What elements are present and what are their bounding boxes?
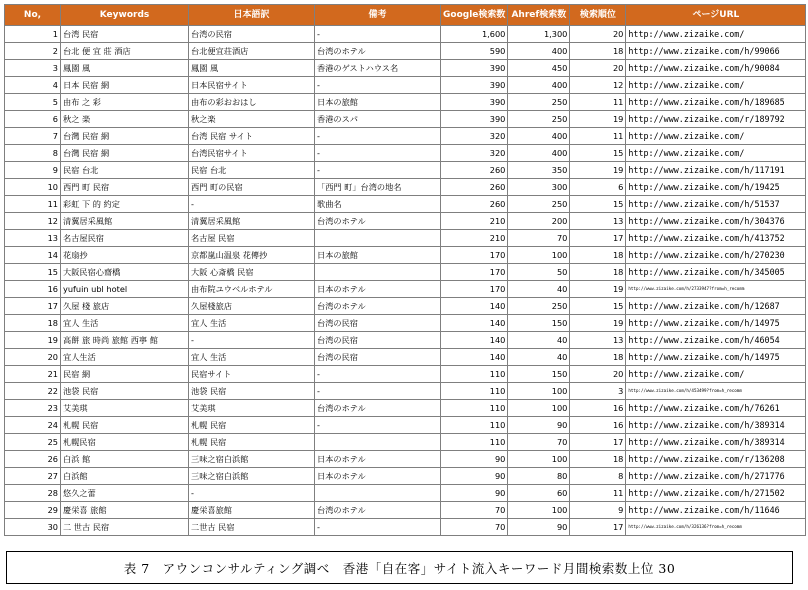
cell-rank: 13 [570, 332, 626, 349]
cell-google: 140 [441, 315, 508, 332]
cell-notes: 日本のホテル [315, 468, 441, 485]
cell-japanese: 二世古 民宿 [189, 519, 315, 536]
cell-google: 260 [441, 179, 508, 196]
cell-google: 70 [441, 519, 508, 536]
cell-japanese: 台湾の民宿 [189, 26, 315, 43]
cell-japanese: 久屋棧旅店 [189, 298, 315, 315]
cell-notes: 台湾の民宿 [315, 332, 441, 349]
cell-rank: 18 [570, 43, 626, 60]
cell-url[interactable]: http://www.zizaike.com/ [626, 128, 806, 145]
cell-url[interactable]: http://www.zizaike.com/h/413752 [626, 230, 806, 247]
cell-google: 110 [441, 366, 508, 383]
cell-japanese: 宜人 生活 [189, 349, 315, 366]
cell-rank: 19 [570, 281, 626, 298]
cell-notes: - [315, 519, 441, 536]
cell-keyword: 花扇抄 [61, 247, 189, 264]
cell-no: 21 [5, 366, 61, 383]
table-row [5, 94, 806, 111]
cell-google: 170 [441, 281, 508, 298]
table-row [5, 366, 806, 383]
table-row [5, 145, 806, 162]
cell-rank: 18 [570, 451, 626, 468]
cell-notes: 台湾のホテル [315, 298, 441, 315]
cell-notes: - [315, 26, 441, 43]
cell-url[interactable]: http://www.zizaike.com/h/2733947?from=h_recomm [626, 281, 806, 298]
cell-keyword: yufuin ubl hotel [61, 281, 189, 298]
cell-japanese: - [189, 332, 315, 349]
cell-rank: 20 [570, 366, 626, 383]
cell-no: 12 [5, 213, 61, 230]
cell-google: 390 [441, 77, 508, 94]
cell-no: 11 [5, 196, 61, 213]
cell-notes: - [315, 366, 441, 383]
cell-no: 7 [5, 128, 61, 145]
cell-rank: 20 [570, 60, 626, 77]
cell-google: 320 [441, 128, 508, 145]
cell-no: 16 [5, 281, 61, 298]
cell-keyword: 池袋 民宿 [61, 383, 189, 400]
cell-google: 210 [441, 213, 508, 230]
cell-notes: 日本の旅館 [315, 247, 441, 264]
cell-no: 24 [5, 417, 61, 434]
cell-google: 90 [441, 451, 508, 468]
cell-rank: 18 [570, 247, 626, 264]
cell-japanese: 艾美琪 [189, 400, 315, 417]
cell-url[interactable]: http://www.zizaike.com/h/76261 [626, 400, 806, 417]
cell-url[interactable]: http://www.zizaike.com/r/189792 [626, 111, 806, 128]
cell-keyword: 民宿 台北 [61, 162, 189, 179]
cell-url[interactable]: http://www.zizaike.com/h/189685 [626, 94, 806, 111]
cell-no: 20 [5, 349, 61, 366]
cell-keyword: 白浜館 [61, 468, 189, 485]
cell-japanese: 台湾 民宿 サイト [189, 128, 315, 145]
cell-rank: 11 [570, 485, 626, 502]
cell-no: 27 [5, 468, 61, 485]
cell-url[interactable]: http://www.zizaike.com/h/345005 [626, 264, 806, 281]
cell-google: 140 [441, 332, 508, 349]
cell-notes: - [315, 77, 441, 94]
header-no: No, [5, 5, 61, 26]
cell-rank: 9 [570, 502, 626, 519]
cell-google: 140 [441, 349, 508, 366]
table-row [5, 451, 806, 468]
cell-no: 10 [5, 179, 61, 196]
cell-google: 170 [441, 247, 508, 264]
cell-notes: - [315, 128, 441, 145]
cell-notes [315, 264, 441, 281]
cell-google: 210 [441, 230, 508, 247]
cell-url[interactable]: http://www.zizaike.com/h/389314 [626, 417, 806, 434]
cell-japanese: 鳳園 風 [189, 60, 315, 77]
cell-url[interactable]: http://www.zizaike.com/ [626, 366, 806, 383]
cell-keyword: 民宿 網 [61, 366, 189, 383]
cell-rank: 15 [570, 196, 626, 213]
cell-google: 260 [441, 196, 508, 213]
cell-url[interactable]: http://www.zizaike.com/h/19425 [626, 179, 806, 196]
cell-no: 18 [5, 315, 61, 332]
cell-google: 1,600 [441, 26, 508, 43]
cell-keyword: 大阪民宿心齋橋 [61, 264, 189, 281]
cell-no: 6 [5, 111, 61, 128]
cell-rank: 15 [570, 298, 626, 315]
cell-keyword: 宜人生活 [61, 349, 189, 366]
table-row [5, 383, 806, 400]
cell-rank: 18 [570, 264, 626, 281]
cell-url[interactable]: http://www.zizaike.com/h/51537 [626, 196, 806, 213]
cell-google: 110 [441, 400, 508, 417]
cell-ahref: 250 [508, 298, 570, 315]
cell-url[interactable]: http://www.zizaike.com/h/453499?from=h_recomm [626, 383, 806, 400]
cell-url[interactable]: http://www.zizaike.com/h/46054 [626, 332, 806, 349]
cell-no: 4 [5, 77, 61, 94]
cell-no: 23 [5, 400, 61, 417]
cell-ahref: 60 [508, 485, 570, 502]
header-rank: 検索順位 [570, 5, 626, 26]
table-row [5, 349, 806, 366]
cell-url[interactable]: http://www.zizaike.com/h/14975 [626, 315, 806, 332]
cell-ahref: 150 [508, 315, 570, 332]
cell-rank: 16 [570, 400, 626, 417]
cell-keyword: 彩虹 下 的 約定 [61, 196, 189, 213]
table-row [5, 417, 806, 434]
cell-ahref: 1,300 [508, 26, 570, 43]
cell-url[interactable]: http://www.zizaike.com/h/117191 [626, 162, 806, 179]
cell-ahref: 350 [508, 162, 570, 179]
cell-keyword: 台湾 民宿 [61, 26, 189, 43]
table-row [5, 247, 806, 264]
cell-ahref: 450 [508, 60, 570, 77]
cell-no: 13 [5, 230, 61, 247]
cell-no: 25 [5, 434, 61, 451]
cell-rank: 19 [570, 315, 626, 332]
cell-notes: - [315, 383, 441, 400]
table-row [5, 213, 806, 230]
cell-url[interactable]: http://www.zizaike.com/ [626, 77, 806, 94]
cell-keyword: 台北 便 宜 莊 酒店 [61, 43, 189, 60]
cell-japanese: - [189, 196, 315, 213]
cell-keyword: 慶栄喜 旅館 [61, 502, 189, 519]
cell-rank: 19 [570, 162, 626, 179]
cell-notes: 台湾のホテル [315, 43, 441, 60]
cell-notes: 台湾のホテル [315, 213, 441, 230]
table-row [5, 179, 806, 196]
cell-ahref: 400 [508, 77, 570, 94]
cell-ahref: 100 [508, 400, 570, 417]
cell-google: 90 [441, 468, 508, 485]
cell-url[interactable]: http://www.zizaike.com/h/304376 [626, 213, 806, 230]
cell-google: 390 [441, 111, 508, 128]
cell-rank: 6 [570, 179, 626, 196]
cell-rank: 3 [570, 383, 626, 400]
cell-url[interactable]: http://www.zizaike.com/h/271502 [626, 485, 806, 502]
cell-ahref: 100 [508, 502, 570, 519]
cell-rank: 11 [570, 94, 626, 111]
cell-keyword: 二 世古 民宿 [61, 519, 189, 536]
cell-rank: 17 [570, 230, 626, 247]
cell-notes: 歌曲名 [315, 196, 441, 213]
cell-japanese: 札幌 民宿 [189, 434, 315, 451]
cell-keyword: 悠久之蕾 [61, 485, 189, 502]
cell-notes: 「西門 町」台湾の地名 [315, 179, 441, 196]
cell-no: 1 [5, 26, 61, 43]
cell-keyword: 久屋 棧 旅店 [61, 298, 189, 315]
cell-notes: 日本の旅館 [315, 94, 441, 111]
cell-rank: 20 [570, 26, 626, 43]
cell-url[interactable]: http://www.zizaike.com/h/14975 [626, 349, 806, 366]
table-row [5, 264, 806, 281]
cell-notes [315, 485, 441, 502]
cell-url[interactable]: http://www.zizaike.com/ [626, 145, 806, 162]
cell-google: 110 [441, 383, 508, 400]
cell-keyword: 清翼居采風館 [61, 213, 189, 230]
table-row [5, 60, 806, 77]
cell-notes: 台湾のホテル [315, 400, 441, 417]
header-google: Google検索数 [441, 5, 508, 26]
table-row [5, 434, 806, 451]
cell-notes: 日本のホテル [315, 281, 441, 298]
cell-google: 90 [441, 485, 508, 502]
table-row [5, 519, 806, 536]
table-row [5, 77, 806, 94]
cell-notes: - [315, 145, 441, 162]
cell-url[interactable]: http://www.zizaike.com/r/136208 [626, 451, 806, 468]
table-row [5, 196, 806, 213]
cell-ahref: 250 [508, 94, 570, 111]
table-row [5, 502, 806, 519]
cell-google: 260 [441, 162, 508, 179]
cell-no: 29 [5, 502, 61, 519]
cell-japanese: 由布院ユウベルホテル [189, 281, 315, 298]
cell-no: 9 [5, 162, 61, 179]
header-ahref: Ahref検索数 [508, 5, 570, 26]
cell-keyword: 高餅 旅 時尚 旅館 西寧 館 [61, 332, 189, 349]
cell-ahref: 100 [508, 247, 570, 264]
header-keywords: Keywords [61, 5, 189, 26]
cell-notes: 香港のスパ [315, 111, 441, 128]
table-row [5, 111, 806, 128]
cell-ahref: 400 [508, 128, 570, 145]
cell-no: 19 [5, 332, 61, 349]
cell-japanese: 大阪 心斎橋 民宿 [189, 264, 315, 281]
cell-url[interactable]: http://www.zizaike.com/h/12687 [626, 298, 806, 315]
cell-japanese: 京都嵐山温泉 花傳抄 [189, 247, 315, 264]
cell-keyword: 台灣 民宿 網 [61, 145, 189, 162]
cell-url[interactable]: http://www.zizaike.com/h/326136?from=h_recomm [626, 519, 806, 536]
cell-notes [315, 434, 441, 451]
table-row [5, 298, 806, 315]
cell-url[interactable]: http://www.zizaike.com/h/271776 [626, 468, 806, 485]
cell-ahref: 90 [508, 519, 570, 536]
cell-notes: - [315, 162, 441, 179]
cell-ahref: 300 [508, 179, 570, 196]
cell-ahref: 100 [508, 383, 570, 400]
cell-ahref: 90 [508, 417, 570, 434]
cell-no: 28 [5, 485, 61, 502]
cell-no: 2 [5, 43, 61, 60]
cell-no: 3 [5, 60, 61, 77]
cell-keyword: 白浜 館 [61, 451, 189, 468]
table-row [5, 281, 806, 298]
cell-keyword: 名古屋民宿 [61, 230, 189, 247]
cell-keyword: 由布 之 彩 [61, 94, 189, 111]
cell-rank: 12 [570, 77, 626, 94]
cell-ahref: 100 [508, 451, 570, 468]
header-notes: 備考 [315, 5, 441, 26]
table-row [5, 43, 806, 60]
cell-rank: 19 [570, 111, 626, 128]
cell-ahref: 70 [508, 434, 570, 451]
cell-japanese: - [189, 485, 315, 502]
cell-no: 14 [5, 247, 61, 264]
header-japanese: 日本語訳 [189, 5, 315, 26]
cell-url[interactable]: http://www.zizaike.com/h/270230 [626, 247, 806, 264]
table-row [5, 162, 806, 179]
cell-ahref: 80 [508, 468, 570, 485]
cell-rank: 18 [570, 349, 626, 366]
cell-ahref: 400 [508, 43, 570, 60]
cell-google: 110 [441, 434, 508, 451]
cell-notes: - [315, 417, 441, 434]
cell-url[interactable]: http://www.zizaike.com/ [626, 26, 806, 43]
cell-ahref: 250 [508, 196, 570, 213]
cell-google: 140 [441, 298, 508, 315]
cell-japanese: 民宿サイト [189, 366, 315, 383]
cell-japanese: 慶栄喜旅館 [189, 502, 315, 519]
table-row [5, 400, 806, 417]
cell-google: 70 [441, 502, 508, 519]
cell-ahref: 150 [508, 366, 570, 383]
cell-keyword: 秋之 楽 [61, 111, 189, 128]
table-row [5, 230, 806, 247]
cell-keyword: 札幌 民宿 [61, 417, 189, 434]
cell-rank: 16 [570, 417, 626, 434]
cell-rank: 17 [570, 519, 626, 536]
cell-rank: 17 [570, 434, 626, 451]
cell-no: 5 [5, 94, 61, 111]
cell-url[interactable]: http://www.zizaike.com/h/11646 [626, 502, 806, 519]
cell-notes: 日本のホテル [315, 451, 441, 468]
cell-japanese: 札幌 民宿 [189, 417, 315, 434]
cell-japanese: 三味之宿白浜館 [189, 451, 315, 468]
cell-no: 30 [5, 519, 61, 536]
cell-notes [315, 230, 441, 247]
cell-japanese: 清翼居采風館 [189, 213, 315, 230]
table-row [5, 128, 806, 145]
cell-notes: 台湾の民宿 [315, 315, 441, 332]
cell-ahref: 250 [508, 111, 570, 128]
cell-japanese: 西門 町の民宿 [189, 179, 315, 196]
cell-japanese: 台湾民宿サイト [189, 145, 315, 162]
cell-no: 22 [5, 383, 61, 400]
cell-keyword: 鳳園 風 [61, 60, 189, 77]
cell-no: 15 [5, 264, 61, 281]
cell-rank: 8 [570, 468, 626, 485]
cell-google: 320 [441, 145, 508, 162]
cell-no: 26 [5, 451, 61, 468]
cell-keyword: 艾美琪 [61, 400, 189, 417]
cell-japanese: 三味之宿白浜館 [189, 468, 315, 485]
cell-ahref: 40 [508, 332, 570, 349]
cell-google: 390 [441, 60, 508, 77]
cell-keyword: 札幌民宿 [61, 434, 189, 451]
cell-keyword: 台灣 民宿 網 [61, 128, 189, 145]
cell-ahref: 50 [508, 264, 570, 281]
cell-notes: 台湾の民宿 [315, 349, 441, 366]
cell-japanese: 名古屋 民宿 [189, 230, 315, 247]
cell-no: 8 [5, 145, 61, 162]
cell-ahref: 400 [508, 145, 570, 162]
keyword-table [4, 4, 806, 536]
cell-url[interactable]: http://www.zizaike.com/h/389314 [626, 434, 806, 451]
table-caption: 表 7 アウンコンサルティング調べ 香港「自在客」サイト流入キーワード月間検索数上位 30 [6, 551, 793, 584]
table-row [5, 315, 806, 332]
cell-notes: 台湾のホテル [315, 502, 441, 519]
cell-japanese: 池袋 民宿 [189, 383, 315, 400]
cell-keyword: 西門 町 民宿 [61, 179, 189, 196]
cell-japanese: 宜人 生活 [189, 315, 315, 332]
cell-url[interactable]: http://www.zizaike.com/h/90084 [626, 60, 806, 77]
cell-keyword: 日本 民宿 網 [61, 77, 189, 94]
cell-keyword: 宜人 生活 [61, 315, 189, 332]
cell-japanese: 台北便宜荘酒店 [189, 43, 315, 60]
cell-ahref: 40 [508, 349, 570, 366]
cell-japanese: 日本民宿サイト [189, 77, 315, 94]
cell-ahref: 200 [508, 213, 570, 230]
cell-google: 390 [441, 94, 508, 111]
table-row [5, 26, 806, 43]
cell-no: 17 [5, 298, 61, 315]
table-row [5, 485, 806, 502]
cell-notes: 香港のゲストハウス名 [315, 60, 441, 77]
cell-ahref: 70 [508, 230, 570, 247]
cell-google: 170 [441, 264, 508, 281]
cell-rank: 15 [570, 145, 626, 162]
cell-google: 590 [441, 43, 508, 60]
table-row [5, 332, 806, 349]
cell-url[interactable]: http://www.zizaike.com/h/99066 [626, 43, 806, 60]
cell-google: 110 [441, 417, 508, 434]
cell-japanese: 秋之楽 [189, 111, 315, 128]
header-row [5, 5, 806, 26]
cell-rank: 13 [570, 213, 626, 230]
cell-ahref: 40 [508, 281, 570, 298]
cell-japanese: 由布の彩おおはし [189, 94, 315, 111]
cell-rank: 11 [570, 128, 626, 145]
header-url: ページURL [626, 5, 806, 26]
table-row [5, 468, 806, 485]
cell-japanese: 民宿 台北 [189, 162, 315, 179]
